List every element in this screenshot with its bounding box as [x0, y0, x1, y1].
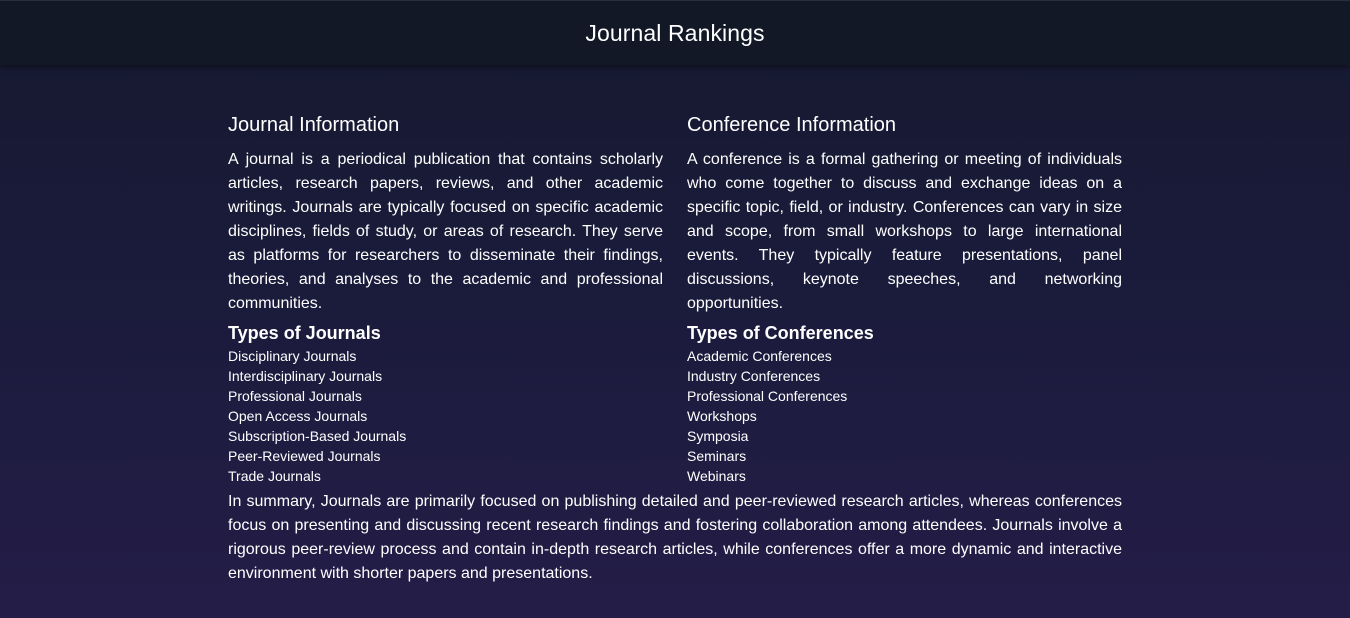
journal-types-heading: Types of Journals	[228, 323, 381, 343]
conference-info-heading: Conference Information	[687, 114, 897, 136]
conference-info-section	[687, 112, 1122, 486]
list-item: Disciplinary Journals	[228, 348, 357, 364]
journal-description: A journal is a periodical publication that contains scholarly articles, research papers, reviews, and other academic writings. Journals are typically focused on specific academic disciplines, fields of study, or areas of research. They serve as platforms for researchers to disseminate their findings, theories, and analyses to the academic and professional communities.	[228, 151, 663, 312]
journal-info-heading: Journal Information	[228, 114, 400, 136]
list-item: Academic Conferences	[687, 348, 832, 364]
list-item: Subscription-Based Journals	[228, 428, 407, 444]
list-item: Peer-Reviewed Journals	[228, 448, 381, 464]
info-columns	[228, 112, 1122, 486]
main-content	[228, 112, 1122, 586]
journal-info-section	[228, 112, 663, 486]
conference-types-heading: Types of Conferences	[687, 323, 874, 343]
conference-description: A conference is a formal gathering or meeting of individuals who come together to discuss and exchange ideas on a specific topic, field, or industry. Conferences can vary in size and scope, from small workshops to large international events. They typically feature presentations, panel discussions, keynote speeches, and networking opportunities.	[687, 151, 1122, 312]
list-item: Workshops	[687, 408, 757, 424]
list-item: Seminars	[687, 448, 747, 464]
list-item: Trade Journals	[228, 468, 321, 484]
top-header-bar	[0, 0, 1350, 65]
page-title: Journal Rankings	[585, 19, 765, 46]
summary-paragraph: In summary, Journals are primarily focused on publishing detailed and peer-reviewed research articles, whereas conferences focus on presenting and discussing recent research findings and fostering collaboration among attendees. Journals involve a rigorous peer-review process and contain in-depth research articles, while conferences offer a more dynamic and interactive environment with shorter papers and presentations.	[228, 493, 1122, 582]
list-item: Webinars	[687, 468, 746, 484]
list-item: Industry Conferences	[687, 368, 821, 384]
list-item: Symposia	[687, 428, 749, 444]
journal-types-list	[228, 346, 663, 486]
list-item: Professional Conferences	[687, 388, 848, 404]
conference-types-list	[687, 346, 1122, 486]
list-item: Open Access Journals	[228, 408, 368, 424]
list-item: Interdisciplinary Journals	[228, 368, 383, 384]
list-item: Professional Journals	[228, 388, 362, 404]
